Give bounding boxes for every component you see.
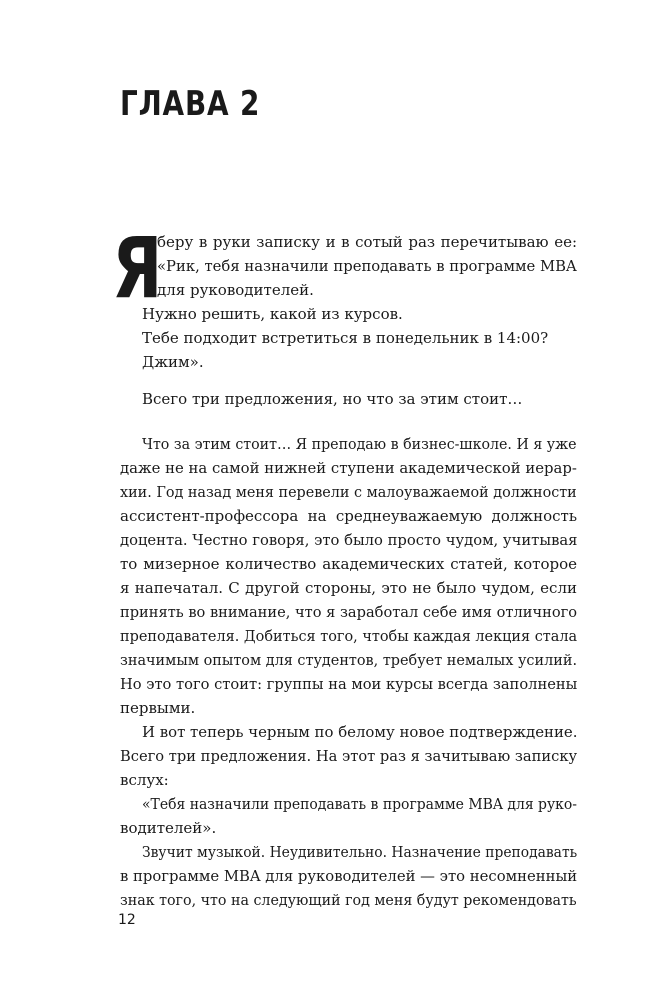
text-line: «Рик, тебя назначили преподавать в программе MBA [157,257,577,275]
text-line: преподавателя. Добиться того, чтобы каждая лекция стала [120,627,578,645]
text-line: я напечатал. С другой стороны, это не было чудом, если [120,579,577,597]
text-line: ассистент-профессора на среднеуважаемую должность [120,507,577,525]
text-line: Всего три предложения. На этот раз я зачитываю записку [120,747,578,765]
text-line: Нужно решить, какой из курсов. [142,305,403,323]
text-line: значимым опытом для студентов, требует немалых усилий. [120,651,578,669]
text-line: Что за этим стоит… Я преподаю в бизнес-школе. И я уже [142,435,577,453]
text-line: то мизерное количество академических статей, которое [120,555,577,573]
text-line: беру в руки записку и в сотый раз перечитываю ее: [157,233,577,251]
text-line: для руководителей. [157,281,314,299]
text-line: первыми. [120,699,196,717]
text-line: водителей». [120,819,217,837]
text-line: даже не на самой нижней ступени академической иерар- [120,459,577,477]
text-line: принять во внимание, что я заработал себе имя отличного [120,603,578,621]
text-line: Джим». [142,353,204,371]
text-line: «Тебя назначили преподавать в программе MBA для руко- [142,795,578,813]
text-line: Тебе подходит встретиться в понедельник в 14:00? [142,329,549,347]
text-line: Звучит музыкой. Неудивительно. Назначение преподавать [142,843,578,861]
text-line: в программе MBA для руководителей — это несомненный [120,867,578,885]
chapter-title: ГЛАВА 2 [120,84,261,124]
text-line: И вот теперь черным по белому новое подтверждение. [142,723,578,741]
text-line: знак того, что на следующий год меня будут рекомендовать [120,891,577,909]
page-number: 12 [118,912,136,928]
text-line: Всего три предложения, но что за этим стоит… [142,390,523,408]
text-line: вслух: [120,771,169,789]
drop-cap: Я [112,219,163,317]
text-line: доцента. Честно говоря, это было просто чудом, учитывая [120,531,578,549]
text-line: хии. Год назад меня перевели с малоуважаемой должности [120,483,577,501]
text-line: Но это того стоит: группы на мои курсы всегда заполнены [120,675,578,693]
